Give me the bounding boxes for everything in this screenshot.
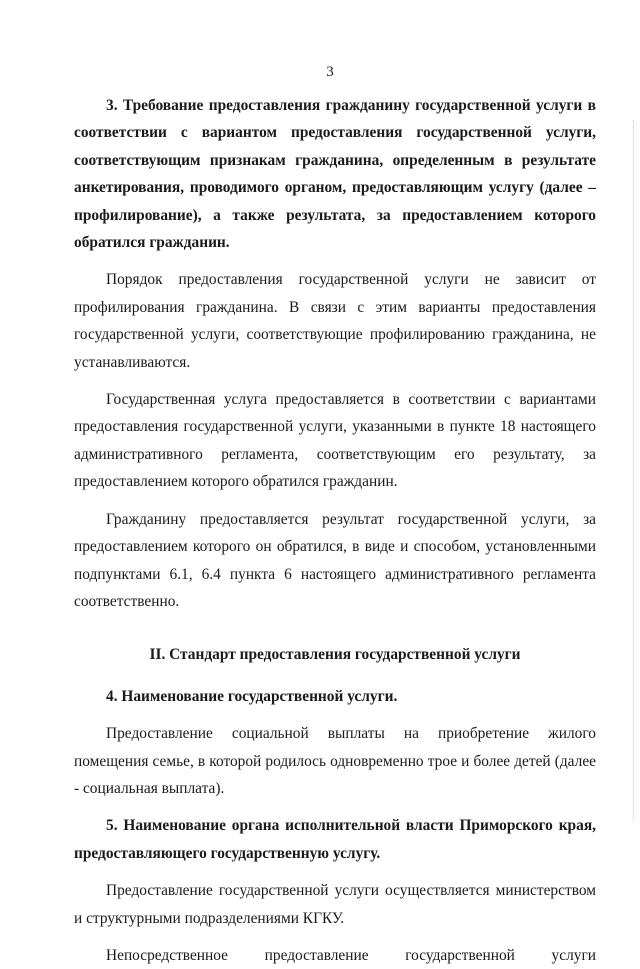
section-5-heading: 5. Наименование органа исполнительной власти Приморского края, предоставляющего государственную услугу. — [74, 817, 596, 862]
section-3-paragraph-3: Гражданину предоставляется результат государственной услуги, за предоставлением которого он обратился, в виде и способом, установленными подпунктами 6.1, 6.4 пункта 6 настоящего административного регламента соответственно. — [74, 510, 596, 610]
scan-edge-artifact — [632, 120, 634, 820]
section-5-paragraph-2: Непосредственное предоставление государственной услуги — [106, 946, 596, 964]
section-5-paragraph-1: Предоставление государственной услуги осуществляется министерством и структурными подразделениями КГКУ. — [74, 882, 596, 927]
part-2-heading: II. Стандарт предоставления государственной услуги — [149, 646, 521, 664]
page-number: 3 — [326, 64, 334, 80]
section-3-paragraph-2: Государственная услуга предоставляется в соответствии с вариантами предоставления государственной услуги, указанными в пункте 18 настоящего административного регламента, соответствующим его результату, за предоставлением которого обратился гражданин. — [74, 391, 596, 491]
section-4-paragraph-1: Предоставление социальной выплаты на приобретение жилого помещения семье, в которой родилось одновременно трое и более детей (далее - социальная выплата). — [74, 725, 596, 797]
section-3-paragraph-1: Порядок предоставления государственной услуги не зависит от профилирования гражданина. В связи с этим варианты предоставления государственной услуги, соответствующие профилированию гражданина, не устанавливаются. — [74, 271, 596, 371]
document-body — [74, 92, 596, 969]
section-3-heading: 3. Требование предоставления гражданину государственной услуги в соответствии с вариантом предоставления государственной услуги, соответствующим признакам гражданина, определенным в результате анкетирования, проводимого органом, предоставляющим услугу (далее – профилирование), а также результата, за предоставлением которого обратился гражданин. — [74, 97, 596, 252]
section-4-heading: 4. Наименование государственной услуги. — [106, 687, 398, 705]
